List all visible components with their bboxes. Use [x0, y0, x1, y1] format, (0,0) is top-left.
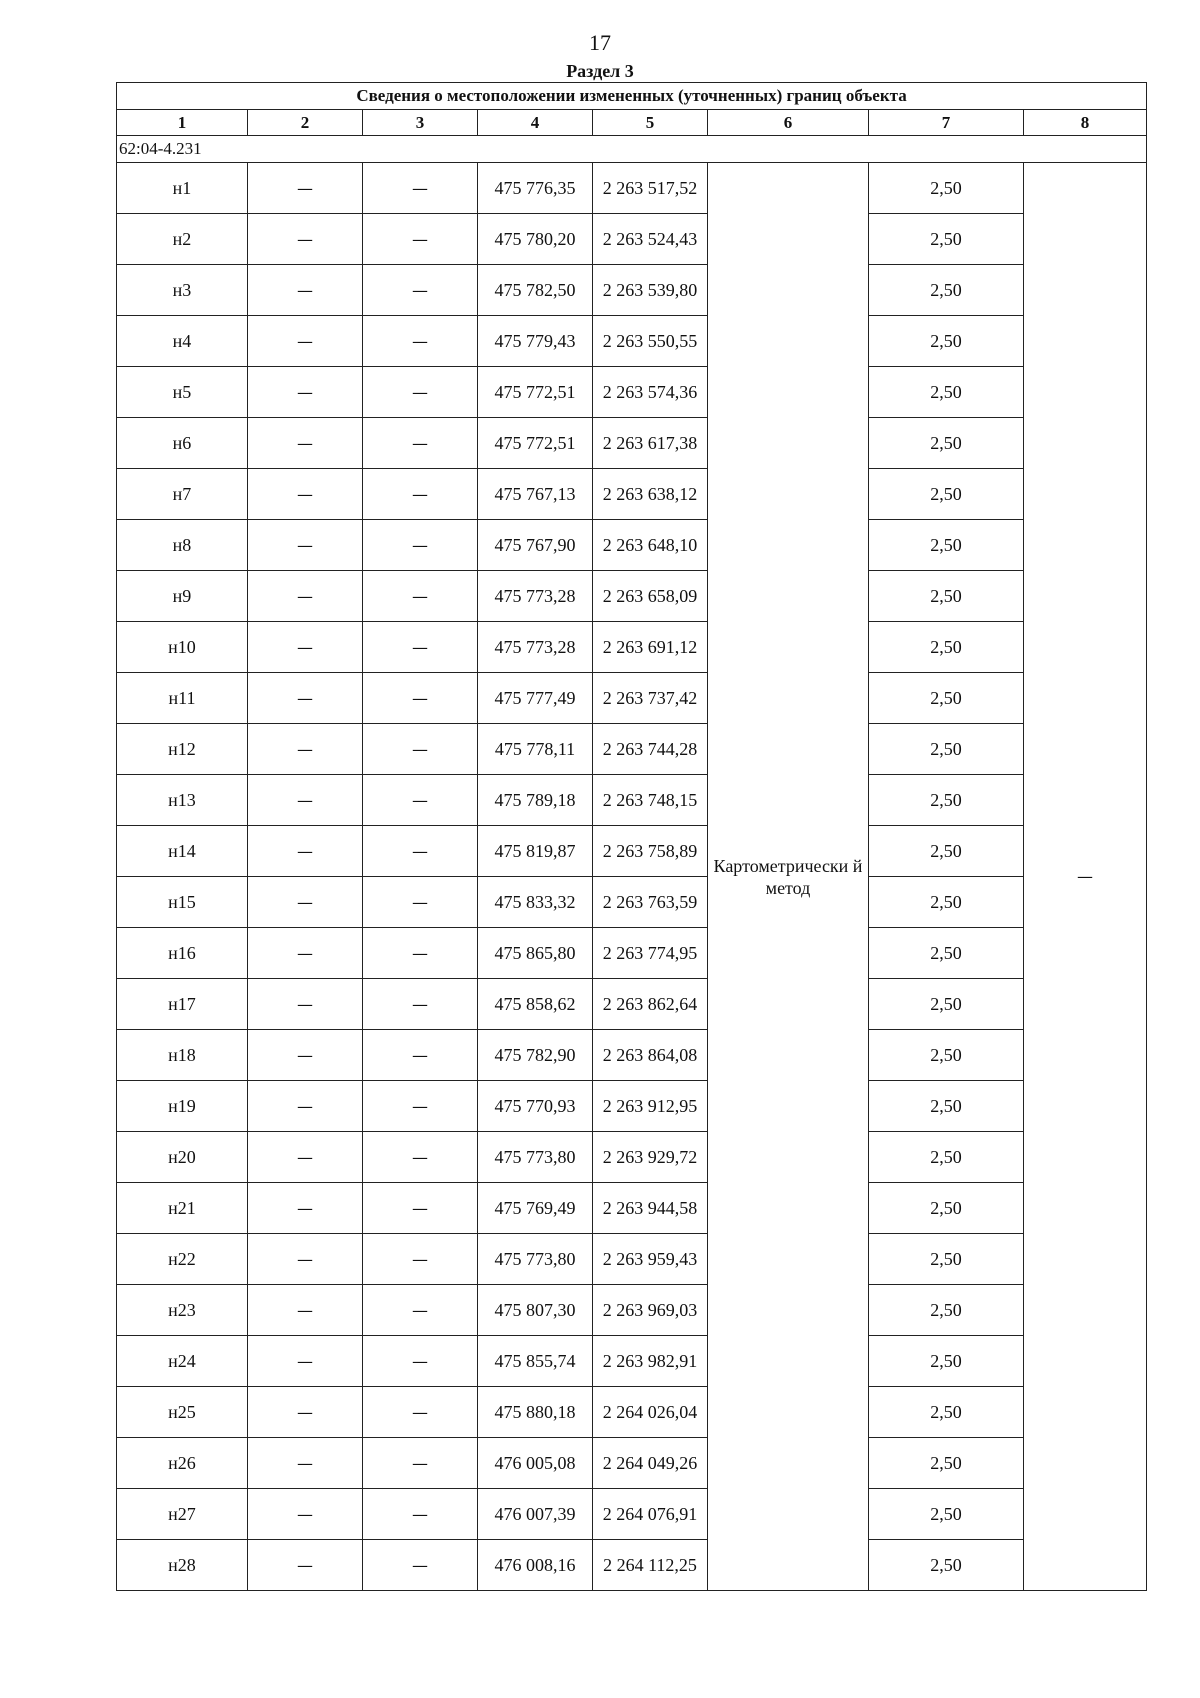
point-name-cell: н14	[117, 826, 248, 877]
page-number: 17	[589, 30, 611, 55]
x-coordinate-cell: 475 858,62	[478, 979, 593, 1030]
table-row	[117, 673, 1147, 724]
column-2-cell: —	[248, 724, 363, 775]
table-row	[117, 214, 1147, 265]
x-coordinate-cell: 476 007,39	[478, 1489, 593, 1540]
x-coordinate-cell: 475 773,80	[478, 1234, 593, 1285]
table-row	[117, 1489, 1147, 1540]
column-2-cell: —	[248, 673, 363, 724]
table-row	[117, 265, 1147, 316]
point-name-cell: н8	[117, 520, 248, 571]
column-2-cell: —	[248, 520, 363, 571]
column-2-cell: —	[248, 265, 363, 316]
column-number: 3	[363, 110, 478, 136]
column-2-cell: —	[248, 163, 363, 214]
column-3-cell: —	[363, 1285, 478, 1336]
accuracy-cell: 2,50	[869, 979, 1024, 1030]
y-coordinate-cell: 2 263 912,95	[593, 1081, 708, 1132]
x-coordinate-cell: 475 819,87	[478, 826, 593, 877]
y-coordinate-cell: 2 263 763,59	[593, 877, 708, 928]
column-3-cell: —	[363, 1081, 478, 1132]
accuracy-cell: 2,50	[869, 775, 1024, 826]
table-row	[117, 1132, 1147, 1183]
accuracy-cell: 2,50	[869, 1234, 1024, 1285]
table-row	[117, 418, 1147, 469]
table-row	[117, 520, 1147, 571]
accuracy-cell: 2,50	[869, 1132, 1024, 1183]
point-name-cell: н20	[117, 1132, 248, 1183]
column-number-row	[117, 110, 1147, 136]
cadastral-number: 62:04-4.231	[117, 136, 1147, 163]
point-name-cell: н9	[117, 571, 248, 622]
column-2-cell: —	[248, 928, 363, 979]
x-coordinate-cell: 475 865,80	[478, 928, 593, 979]
column-3-cell: —	[363, 775, 478, 826]
point-name-cell: н15	[117, 877, 248, 928]
y-coordinate-cell: 2 263 969,03	[593, 1285, 708, 1336]
y-coordinate-cell: 2 263 638,12	[593, 469, 708, 520]
y-coordinate-cell: 2 263 648,10	[593, 520, 708, 571]
column-3-cell: —	[363, 367, 478, 418]
column-2-cell: —	[248, 1438, 363, 1489]
y-coordinate-cell: 2 263 524,43	[593, 214, 708, 265]
x-coordinate-cell: 475 880,18	[478, 1387, 593, 1438]
column-2-cell: —	[248, 1183, 363, 1234]
accuracy-cell: 2,50	[869, 163, 1024, 214]
table-row	[117, 877, 1147, 928]
x-coordinate-cell: 475 772,51	[478, 418, 593, 469]
table-row	[117, 1438, 1147, 1489]
x-coordinate-cell: 475 769,49	[478, 1183, 593, 1234]
section-title: Раздел 3	[566, 61, 634, 81]
coordinates-rows	[117, 163, 1147, 1591]
x-coordinate-cell: 475 776,35	[478, 163, 593, 214]
point-name-cell: н19	[117, 1081, 248, 1132]
y-coordinate-cell: 2 263 862,64	[593, 979, 708, 1030]
column-2-cell: —	[248, 1081, 363, 1132]
accuracy-cell: 2,50	[869, 520, 1024, 571]
column-number: 5	[593, 110, 708, 136]
table-row	[117, 571, 1147, 622]
column-3-cell: —	[363, 1387, 478, 1438]
accuracy-cell: 2,50	[869, 1387, 1024, 1438]
y-coordinate-cell: 2 264 112,25	[593, 1540, 708, 1591]
column-3-cell: —	[363, 826, 478, 877]
accuracy-cell: 2,50	[869, 1285, 1024, 1336]
x-coordinate-cell: 475 770,93	[478, 1081, 593, 1132]
point-name-cell: н24	[117, 1336, 248, 1387]
column-2-cell: —	[248, 1285, 363, 1336]
column-3-cell: —	[363, 316, 478, 367]
coordinates-table	[116, 82, 1147, 1591]
x-coordinate-cell: 475 773,80	[478, 1132, 593, 1183]
column-2-cell: —	[248, 1489, 363, 1540]
point-name-cell: н17	[117, 979, 248, 1030]
point-name-cell: н16	[117, 928, 248, 979]
y-coordinate-cell: 2 264 026,04	[593, 1387, 708, 1438]
table-row	[117, 1030, 1147, 1081]
column-2-cell: —	[248, 1030, 363, 1081]
column-2-cell: —	[248, 1540, 363, 1591]
accuracy-cell: 2,50	[869, 1183, 1024, 1234]
point-name-cell: н21	[117, 1183, 248, 1234]
accuracy-cell: 2,50	[869, 1540, 1024, 1591]
y-coordinate-cell: 2 263 539,80	[593, 265, 708, 316]
y-coordinate-cell: 2 263 658,09	[593, 571, 708, 622]
accuracy-cell: 2,50	[869, 316, 1024, 367]
table-row	[117, 1183, 1147, 1234]
x-coordinate-cell: 475 807,30	[478, 1285, 593, 1336]
x-coordinate-cell: 475 780,20	[478, 214, 593, 265]
point-name-cell: н7	[117, 469, 248, 520]
column-3-cell: —	[363, 214, 478, 265]
column-3-cell: —	[363, 571, 478, 622]
column-number: 8	[1024, 110, 1147, 136]
y-coordinate-cell: 2 263 748,15	[593, 775, 708, 826]
accuracy-cell: 2,50	[869, 367, 1024, 418]
x-coordinate-cell: 475 782,50	[478, 265, 593, 316]
table-row	[117, 979, 1147, 1030]
column-3-cell: —	[363, 1336, 478, 1387]
column-3-cell: —	[363, 877, 478, 928]
column-3-cell: —	[363, 418, 478, 469]
column-3-cell: —	[363, 469, 478, 520]
column-2-cell: —	[248, 367, 363, 418]
x-coordinate-cell: 475 773,28	[478, 571, 593, 622]
column-3-cell: —	[363, 1540, 478, 1591]
table-caption: Сведения о местоположении измененных (уточненных) границ объекта	[117, 83, 1147, 110]
column-2-cell: —	[248, 418, 363, 469]
point-name-cell: н6	[117, 418, 248, 469]
accuracy-cell: 2,50	[869, 622, 1024, 673]
column-2-cell: —	[248, 469, 363, 520]
table-row	[117, 469, 1147, 520]
column-3-cell: —	[363, 1183, 478, 1234]
column-2-cell: —	[248, 214, 363, 265]
x-coordinate-cell: 475 833,32	[478, 877, 593, 928]
y-coordinate-cell: 2 264 076,91	[593, 1489, 708, 1540]
y-coordinate-cell: 2 263 517,52	[593, 163, 708, 214]
table-row	[117, 367, 1147, 418]
point-name-cell: н11	[117, 673, 248, 724]
accuracy-cell: 2,50	[869, 1336, 1024, 1387]
point-name-cell: н1	[117, 163, 248, 214]
x-coordinate-cell: 475 779,43	[478, 316, 593, 367]
point-name-cell: н27	[117, 1489, 248, 1540]
x-coordinate-cell: 475 778,11	[478, 724, 593, 775]
point-name-cell: н22	[117, 1234, 248, 1285]
accuracy-cell: 2,50	[869, 418, 1024, 469]
x-coordinate-cell: 475 782,90	[478, 1030, 593, 1081]
y-coordinate-cell: 2 263 944,58	[593, 1183, 708, 1234]
point-name-cell: н5	[117, 367, 248, 418]
accuracy-cell: 2,50	[869, 673, 1024, 724]
table-row	[117, 1387, 1147, 1438]
table-row	[117, 1234, 1147, 1285]
point-name-cell: н28	[117, 1540, 248, 1591]
x-coordinate-cell: 475 767,90	[478, 520, 593, 571]
column-2-cell: —	[248, 1132, 363, 1183]
x-coordinate-cell: 475 789,18	[478, 775, 593, 826]
point-name-cell: н10	[117, 622, 248, 673]
point-name-cell: н12	[117, 724, 248, 775]
column-3-cell: —	[363, 724, 478, 775]
column-3-cell: —	[363, 928, 478, 979]
x-coordinate-cell: 476 008,16	[478, 1540, 593, 1591]
column-3-cell: —	[363, 1489, 478, 1540]
point-name-cell: н4	[117, 316, 248, 367]
accuracy-cell: 2,50	[869, 877, 1024, 928]
y-coordinate-cell: 2 263 758,89	[593, 826, 708, 877]
table-row	[117, 826, 1147, 877]
x-coordinate-cell: 475 855,74	[478, 1336, 593, 1387]
table-row	[117, 775, 1147, 826]
column-3-cell: —	[363, 673, 478, 724]
column-2-cell: —	[248, 1234, 363, 1285]
point-name-cell: н2	[117, 214, 248, 265]
y-coordinate-cell: 2 263 864,08	[593, 1030, 708, 1081]
column-2-cell: —	[248, 316, 363, 367]
table-row	[117, 1285, 1147, 1336]
y-coordinate-cell: 2 263 929,72	[593, 1132, 708, 1183]
column-3-cell: —	[363, 163, 478, 214]
accuracy-cell: 2,50	[869, 928, 1024, 979]
accuracy-cell: 2,50	[869, 1081, 1024, 1132]
column-3-cell: —	[363, 979, 478, 1030]
column-2-cell: —	[248, 1336, 363, 1387]
y-coordinate-cell: 2 263 982,91	[593, 1336, 708, 1387]
point-name-cell: н25	[117, 1387, 248, 1438]
column-2-cell: —	[248, 622, 363, 673]
x-coordinate-cell: 476 005,08	[478, 1438, 593, 1489]
point-name-cell: н13	[117, 775, 248, 826]
accuracy-cell: 2,50	[869, 724, 1024, 775]
column-number: 1	[117, 110, 248, 136]
y-coordinate-cell: 2 263 574,36	[593, 367, 708, 418]
table-row	[117, 724, 1147, 775]
column-number: 4	[478, 110, 593, 136]
y-coordinate-cell: 2 263 617,38	[593, 418, 708, 469]
accuracy-cell: 2,50	[869, 265, 1024, 316]
accuracy-cell: 2,50	[869, 571, 1024, 622]
accuracy-cell: 2,50	[869, 469, 1024, 520]
y-coordinate-cell: 2 263 959,43	[593, 1234, 708, 1285]
accuracy-cell: 2,50	[869, 826, 1024, 877]
column-2-cell: —	[248, 826, 363, 877]
column-3-cell: —	[363, 265, 478, 316]
table-row	[117, 1540, 1147, 1591]
column-2-cell: —	[248, 1387, 363, 1438]
column-2-cell: —	[248, 775, 363, 826]
point-name-cell: н23	[117, 1285, 248, 1336]
table-row	[117, 928, 1147, 979]
x-coordinate-cell: 475 773,28	[478, 622, 593, 673]
table-row	[117, 316, 1147, 367]
table-row	[117, 1081, 1147, 1132]
point-name-cell: н3	[117, 265, 248, 316]
point-name-cell: н26	[117, 1438, 248, 1489]
column-3-cell: —	[363, 1438, 478, 1489]
x-coordinate-cell: 475 772,51	[478, 367, 593, 418]
x-coordinate-cell: 475 777,49	[478, 673, 593, 724]
column-8-cell: —	[1024, 163, 1147, 1591]
y-coordinate-cell: 2 263 774,95	[593, 928, 708, 979]
column-3-cell: —	[363, 622, 478, 673]
column-number: 2	[248, 110, 363, 136]
column-number: 6	[708, 110, 869, 136]
y-coordinate-cell: 2 263 691,12	[593, 622, 708, 673]
table-row	[117, 1336, 1147, 1387]
table-row	[117, 622, 1147, 673]
y-coordinate-cell: 2 263 737,42	[593, 673, 708, 724]
y-coordinate-cell: 2 263 744,28	[593, 724, 708, 775]
accuracy-cell: 2,50	[869, 1030, 1024, 1081]
y-coordinate-cell: 2 264 049,26	[593, 1438, 708, 1489]
column-2-cell: —	[248, 979, 363, 1030]
column-2-cell: —	[248, 571, 363, 622]
column-3-cell: —	[363, 1030, 478, 1081]
point-name-cell: н18	[117, 1030, 248, 1081]
accuracy-cell: 2,50	[869, 1438, 1024, 1489]
column-number: 7	[869, 110, 1024, 136]
method-cell: Картометрически й метод	[708, 163, 869, 1591]
accuracy-cell: 2,50	[869, 214, 1024, 265]
y-coordinate-cell: 2 263 550,55	[593, 316, 708, 367]
table-row	[117, 163, 1147, 214]
column-3-cell: —	[363, 520, 478, 571]
accuracy-cell: 2,50	[869, 1489, 1024, 1540]
x-coordinate-cell: 475 767,13	[478, 469, 593, 520]
column-3-cell: —	[363, 1132, 478, 1183]
column-3-cell: —	[363, 1234, 478, 1285]
column-2-cell: —	[248, 877, 363, 928]
